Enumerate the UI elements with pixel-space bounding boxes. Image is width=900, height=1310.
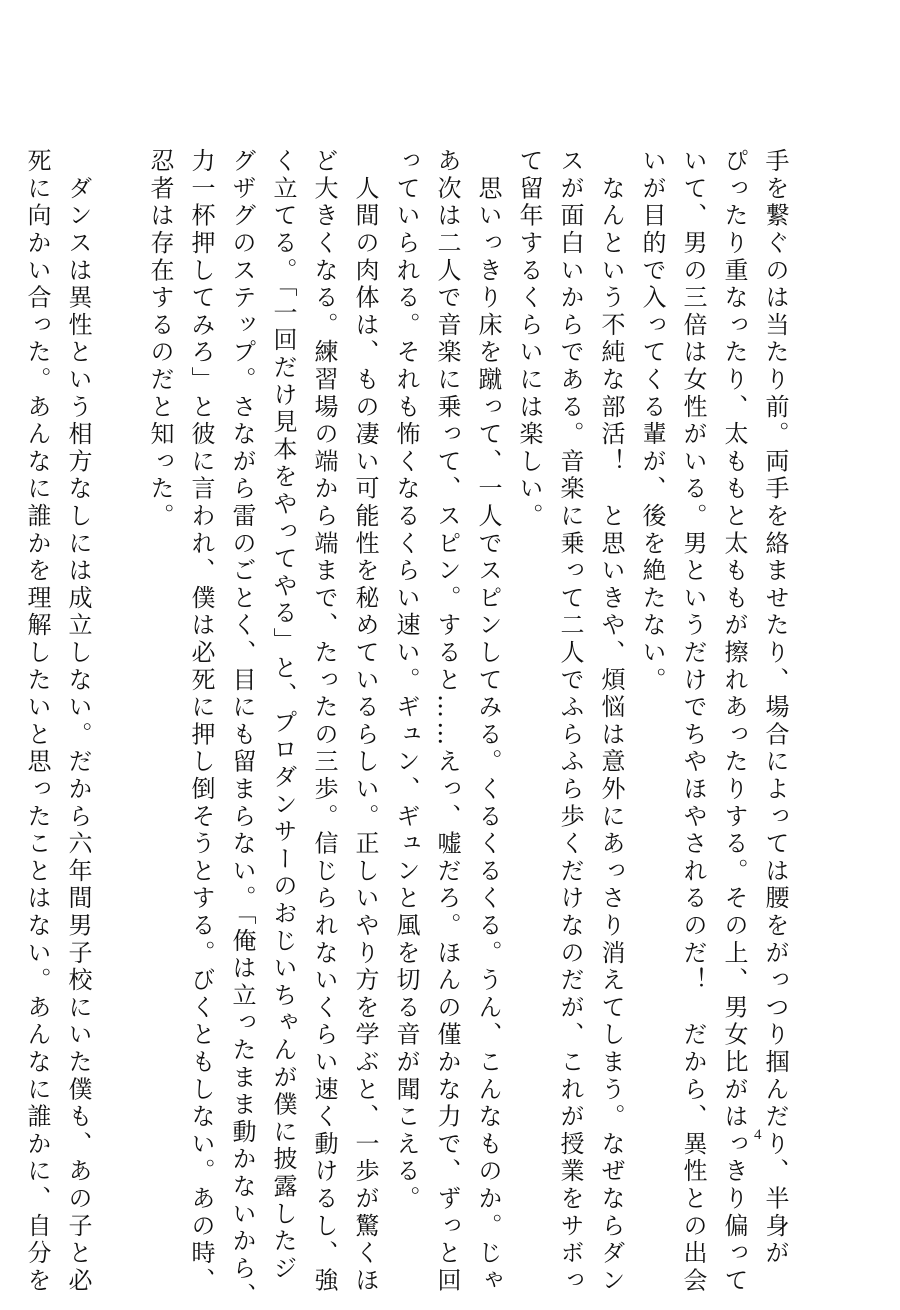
body-text: [16, 148, 795, 1310]
paragraph-gap: [98, 148, 139, 1108]
text-line: いて、男の三倍は女性がいる。男というだけでちやほやされるのだ！ だから、異性との出会: [679, 148, 707, 1295]
text-line: グザグのステップ。さながら雷のごとく、目にも留まらない。「俺は立ったまま動かないから、: [228, 148, 256, 1310]
text-line: 人間の肉体は、もの凄い可能性を秘めているらしい。正しいやり方を学ぶと、一歩が驚くほ: [351, 148, 379, 1295]
text-line: く立てる。「一回だけ見本をやってやる」と、プロダンサーのおじいちゃんが僕に披露したジ: [269, 148, 297, 1283]
text-line: 思いっきり床を蹴って、一人でスピンしてみる。くるくるくる。うん、こんなものか。じゃ: [474, 148, 502, 1295]
text-line: て留年するくらいには楽しい。: [515, 148, 543, 531]
text-line: ぴったり重なったり、太ももと太ももが擦れあったりする。その上、男女比がはっきり偏って: [720, 148, 748, 1295]
text-line: いが目的で入ってくる輩が、後を絶たない。: [638, 148, 666, 694]
text-line: ど大きくなる。練習場の端から端まで、たったの三歩。信じられないくらい速く動けるし、強: [310, 148, 338, 1295]
text-line: あ次は二人で音楽に乗って、スピン。すると……えっ、嘘だろ。ほんの僅かな力で、ずっと回: [433, 148, 461, 1295]
text-line: スが面白いからである。音楽に乗って二人でふらふら歩くだけなのだが、これが授業をサボっ: [556, 148, 584, 1295]
text-line: 力一杯押してみろ」と彼に言われ、僕は必死に押し倒そうとする。びくともしない。あの時、: [187, 148, 215, 1295]
text-line: 死に向かい合った。あんなに誰かを理解したいと思ったことはない。あんなに誰かに、自分を: [23, 148, 51, 1295]
text-line: なんという不純な部活！ と思いきや、煩悩は意外にあっさり消えてしまう。なぜならダン: [597, 148, 625, 1295]
text-line: 手を繋ぐのは当たり前。両手を絡ませたり、場合によっては腰をがっつり掴んだり、半身が: [761, 148, 789, 1268]
text-line: ダンスは異性という相方なしには成立しない。だから六年間男子校にいた僕も、あの子と必: [64, 148, 92, 1295]
text-line: 忍者は存在するのだと知った。: [146, 148, 174, 531]
page-number: 4: [754, 1127, 762, 1143]
text-line: っていられる。それも怖くなるくらい速い。ギュン、ギュンと風を切る音が聞こえる。: [392, 148, 420, 1213]
